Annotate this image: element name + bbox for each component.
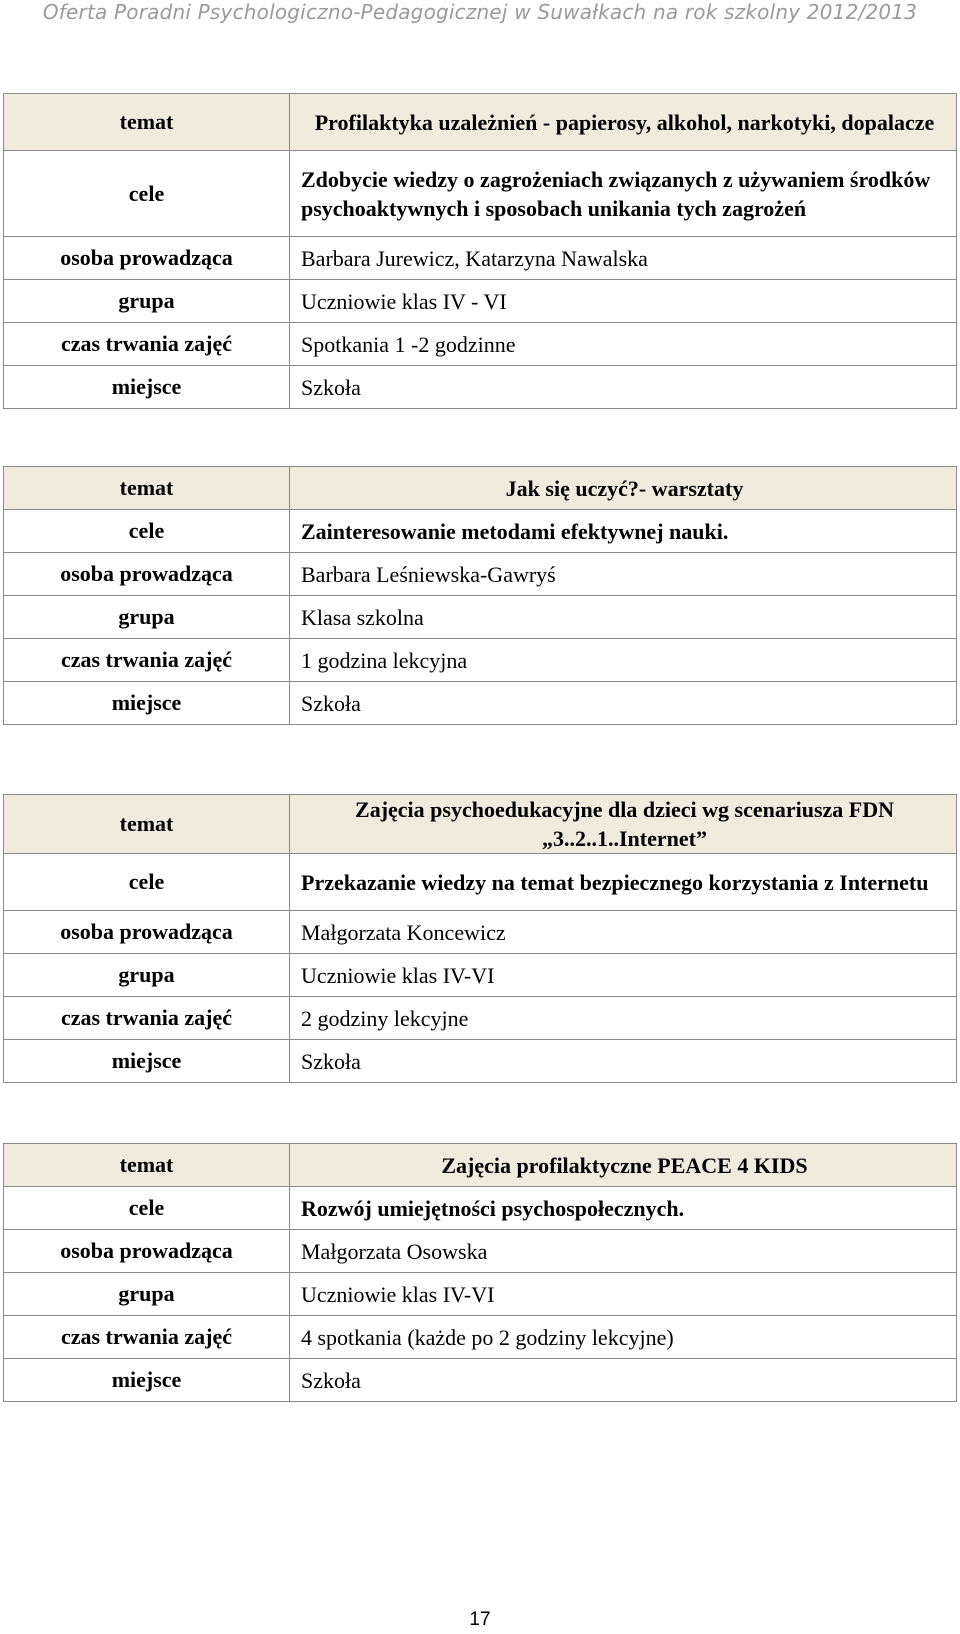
row-osoba <box>4 911 957 954</box>
value-grupa: Uczniowie klas IV-VI <box>290 1273 957 1316</box>
row-cele <box>4 1187 957 1230</box>
row-czas <box>4 323 957 366</box>
label-temat: temat <box>4 467 290 510</box>
value-cele: Zdobycie wiedzy o zagrożeniach związanych z używaniem środków psychoaktywnych i sposobach unikania tych zagrożeń <box>290 151 957 237</box>
label-temat: temat <box>4 94 290 151</box>
value-osoba: Małgorzata Koncewicz <box>290 911 957 954</box>
label-miejsce: miejsce <box>4 1040 290 1083</box>
row-grupa <box>4 596 957 639</box>
value-osoba: Małgorzata Osowska <box>290 1230 957 1273</box>
value-temat: Profilaktyka uzależnień - papierosy, alkohol, narkotyki, dopalacze <box>290 94 957 151</box>
offer-card-1 <box>3 93 957 409</box>
value-grupa: Uczniowie klas IV - VI <box>290 280 957 323</box>
page-header: Oferta Poradni Psychologiczno-Pedagogicznej w Suwałkach na rok szkolny 2012/2013 <box>42 0 918 24</box>
row-temat <box>4 795 957 854</box>
label-cele: cele <box>4 510 290 553</box>
offer-card-4 <box>3 1143 957 1402</box>
value-osoba: Barbara Leśniewska-Gawryś <box>290 553 957 596</box>
label-osoba: osoba prowadząca <box>4 1230 290 1273</box>
offer-card-2 <box>3 466 957 725</box>
value-grupa: Uczniowie klas IV-VI <box>290 954 957 997</box>
label-grupa: grupa <box>4 1273 290 1316</box>
value-miejsce: Szkoła <box>290 1359 957 1402</box>
value-cele: Zainteresowanie metodami efektywnej nauki. <box>290 510 957 553</box>
value-osoba: Barbara Jurewicz, Katarzyna Nawalska <box>290 237 957 280</box>
row-osoba <box>4 553 957 596</box>
page-number: 17 <box>469 1609 491 1630</box>
value-czas: Spotkania 1 -2 godzinne <box>290 323 957 366</box>
row-osoba <box>4 237 957 280</box>
value-miejsce: Szkoła <box>290 1040 957 1083</box>
row-czas <box>4 997 957 1040</box>
label-miejsce: miejsce <box>4 1359 290 1402</box>
row-temat <box>4 467 957 510</box>
label-czas: czas trwania zajęć <box>4 1316 290 1359</box>
label-osoba: osoba prowadząca <box>4 911 290 954</box>
row-miejsce <box>4 682 957 725</box>
label-osoba: osoba prowadząca <box>4 237 290 280</box>
row-cele <box>4 151 957 237</box>
row-cele <box>4 510 957 553</box>
row-temat <box>4 1144 957 1187</box>
label-grupa: grupa <box>4 954 290 997</box>
row-grupa <box>4 1273 957 1316</box>
label-cele: cele <box>4 1187 290 1230</box>
value-miejsce: Szkoła <box>290 366 957 409</box>
row-grupa <box>4 954 957 997</box>
row-temat <box>4 94 957 151</box>
row-czas <box>4 639 957 682</box>
value-miejsce: Szkoła <box>290 682 957 725</box>
value-czas: 2 godziny lekcyjne <box>290 997 957 1040</box>
value-cele: Przekazanie wiedzy na temat bezpiecznego korzystania z Internetu <box>290 854 957 911</box>
label-czas: czas trwania zajęć <box>4 323 290 366</box>
label-miejsce: miejsce <box>4 682 290 725</box>
value-grupa: Klasa szkolna <box>290 596 957 639</box>
label-grupa: grupa <box>4 596 290 639</box>
row-miejsce <box>4 1359 957 1402</box>
row-grupa <box>4 280 957 323</box>
value-temat: Zajęcia psychoedukacyjne dla dzieci wg scenariusza FDN „3..2..1..Internet” <box>290 795 957 854</box>
row-miejsce <box>4 1040 957 1083</box>
row-miejsce <box>4 366 957 409</box>
row-osoba <box>4 1230 957 1273</box>
value-temat: Zajęcia profilaktyczne PEACE 4 KIDS <box>290 1144 957 1187</box>
label-osoba: osoba prowadząca <box>4 553 290 596</box>
offer-card-3 <box>3 794 957 1083</box>
value-czas: 1 godzina lekcyjna <box>290 639 957 682</box>
label-temat: temat <box>4 795 290 854</box>
label-cele: cele <box>4 854 290 911</box>
label-grupa: grupa <box>4 280 290 323</box>
value-temat: Jak się uczyć?- warsztaty <box>290 467 957 510</box>
row-cele <box>4 854 957 911</box>
label-temat: temat <box>4 1144 290 1187</box>
label-cele: cele <box>4 151 290 237</box>
value-cele: Rozwój umiejętności psychospołecznych. <box>290 1187 957 1230</box>
label-czas: czas trwania zajęć <box>4 639 290 682</box>
label-miejsce: miejsce <box>4 366 290 409</box>
row-czas <box>4 1316 957 1359</box>
value-czas: 4 spotkania (każde po 2 godziny lekcyjne) <box>290 1316 957 1359</box>
label-czas: czas trwania zajęć <box>4 997 290 1040</box>
